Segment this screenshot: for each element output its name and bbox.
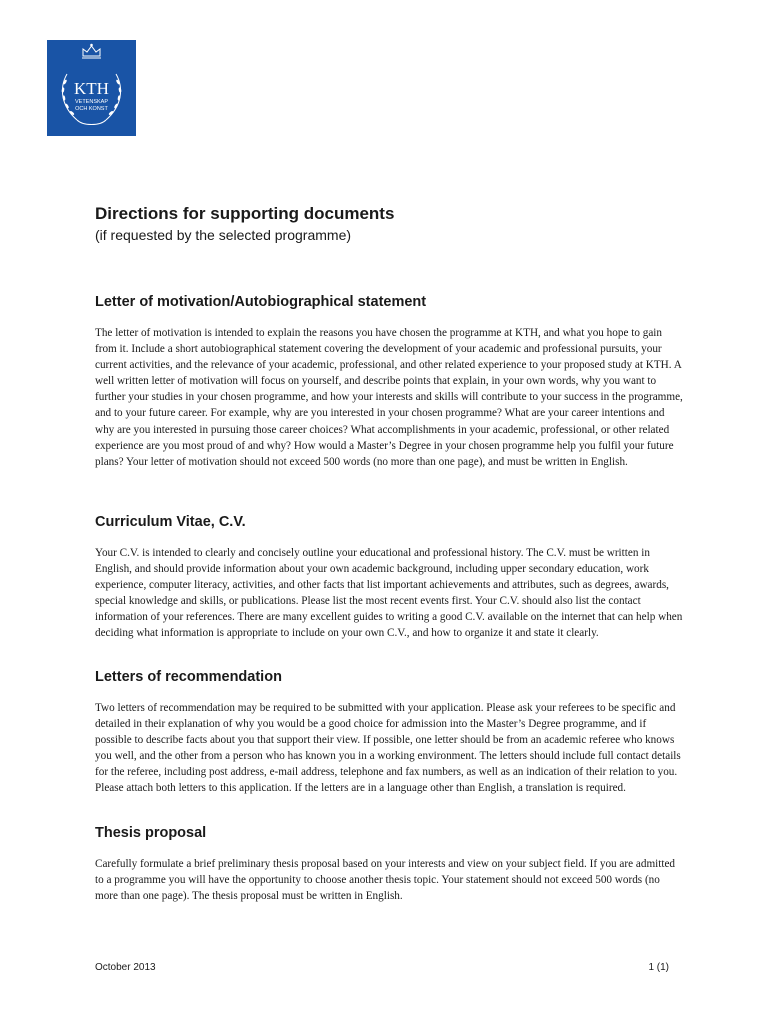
section-body: Two letters of recommendation may be required to be submitted with your application. Please ask your referees to be specific and detailed in their explanation of why you would be a good choice for admission into the Master’s Degree programme, and if possible to describe facts about you that support their view. If possible, one letter should be from an academic referee who knows you well, and the other from a person who has known you in a working environment. The letters should include full contact details for the referee, including post address, e-mail address, telephone and fax numbers, as well as an indication of their relation to you. Please attach both letters to this application. If the letters are in a language other than English, a translation is required. <box>95 702 681 795</box>
logo-text: KTH <box>74 79 109 98</box>
section-heading: Letter of motivation/Autobiographical statement <box>95 294 427 310</box>
logo-subtitle-line1: VETENSKAP <box>74 99 109 105</box>
page-title: Directions for supporting documents <box>95 204 395 223</box>
section-letter-of-motivation <box>95 293 685 470</box>
page-subtitle: (if requested by the selected programme) <box>95 227 352 243</box>
section-heading: Curriculum Vitae, C.V. <box>95 514 246 530</box>
section-curriculum-vitae <box>95 513 685 642</box>
document-header <box>95 203 685 244</box>
section-body: The letter of motivation is intended to explain the reasons you have chosen the programme at KTH, and what you hope to gain from it. Include a short autobiographical statement covering the development of your academic and professional pursuits, your current activities, and the relevance of your academic, professional, and other related experience to your proposed study at KTH. A well written letter of motivation will focus on yourself, and describe points that explain, in your own words, why you want to further your studies in your chosen programme, and how your interests and skills will contribute to your success in the programme, and to your future career. For example, why are you interested in your chosen programme? What are your career intentions and why are you interested in pursuing those career choices? What accomplishments in your academic, professional, or other related experience are you most proud of and why? How would a Master’s Degree in your chosen programme help you fulfil your future plans? Your letter of motivation should not exceed 500 words (no more than one page), and must be written in English. <box>95 327 683 468</box>
section-body: Your C.V. is intended to clearly and concisely outline your educational and professional history. The C.V. must be written in English, and should provide information about your own academic background, including upper secondary education, work experience, computer literacy, activities, and other facts that list important achievements and attributes, such as degrees, awards, special knowledge and skills, or publications. Please list the most recent events first. Your C.V. should also list the contact information of your references. There are many excellent guides to writing a good C.V. available on the internet that can help when deciding what information is appropriate to include on your own C.V., and how to organize it and state it clearly. <box>95 547 683 640</box>
footer-page-number: 1 (1) <box>648 962 669 973</box>
logo-subtitle-line2: OCH KONST <box>75 106 108 112</box>
section-heading: Letters of recommendation <box>95 669 282 685</box>
section-letters-of-recommendation <box>95 668 685 797</box>
footer-date: October 2013 <box>95 962 156 973</box>
section-heading: Thesis proposal <box>95 825 207 841</box>
section-body: Carefully formulate a brief preliminary thesis proposal based on your interests and view on your subject field. If you are admitted to a programme you will have the opportunity to choose another thesis topic. Your statement should not exceed 500 words (no more than one page). The thesis proposal must be written in English. <box>95 858 676 903</box>
section-thesis-proposal <box>95 824 685 904</box>
kth-logo <box>47 40 136 136</box>
